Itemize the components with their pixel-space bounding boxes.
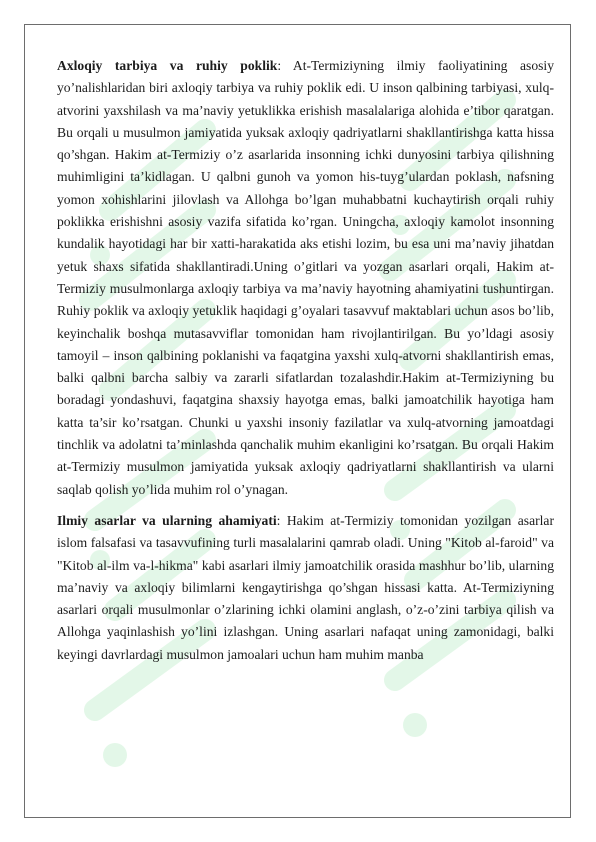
paragraph-text: At-Termiziyning ilmiy faoliyatining asosiy yo’nalishlaridan biri axloqiy tarbiya va ruhiy poklik edi. U inson qalbining tarbiyasi, xulq-atvorini yaxshilash va ma’naviy yetuklikka erishish masalalariga alohida e’tibor qaratgan. Bu orqali u musulmon jamiyatida yuksak axloqiy qadriyatlarni shakllantirishga katta hissa qo’shgan. Hakim at-Termiziy o’z asarlarida insonning ichki dunyosini tarbiya qilishning muhimligini ta’kidlagan. U qalbni gunoh va yomon his-tuyg’ulardan poklash, nafsning yomon xohishlarini jilovlash va Allohga bo’lgan muhabbatni kuchaytirish orqali ruhiy poklikka erishishni asosiy vazifa sifatida ko’rgan. Uningcha, axloqiy kamolot insonning kundalik hayotidagi har bir xatti-harakatida aks etishi lozim, bu esa uni ma’naviy jihatdan yetuk shaxs sifatida shakllantiradi.Uning o’gitlari va yozgan asarlari orqali, Hakim at-Termiziy musulmonlarga axloqiy tarbiya va ma’naviy hayotning ahamiyatini tushuntirgan. Ruhiy poklik va axloqiy yetuklik haqidagi g’oyalari tasavvuf maktablari uchun asos bo’lib, keyinchalik boshqa mutasavviflar tomonidan ham rivojlantirilgan. Bu yo’ldagi asosiy tamoyil – inson qalbining poklanishi va faqatgina yaxshi xulq-atvorni shakllantirish emas, balki qalbni barcha salbiy va zararli sifatlardan tozalashdir.Hakim at-Termiziyning bu boradagi yondashuvi, faqatgina shaxsiy hayotga emas, balki jamoatchilik hayotiga ham katta ta’sir ko’rsatgan. Chunki u yaxshi insoniy fazilatlar va xulq-atvorning jamoatdagi tinchlik va adolatni ta’minlashda qanchalik muhim ekanligini ko’rsatgan. Bu orqali Hakim at-Termiziy musulmon jamiyatida yuksak axloqiy qadriyatlarni shakllantirish va ularni saqlab qolish yo’lida muhim rol o’ynagan. xyxy=(57,58,554,497)
paragraph-heading: Axloqiy tarbiya va ruhiy poklik xyxy=(57,58,278,73)
paragraph-ilmiy-asarlar xyxy=(57,510,554,666)
paragraph-axloqiy-tarbiya xyxy=(57,55,554,501)
paragraph-heading: Ilmiy asarlar va ularning ahamiyati xyxy=(57,512,277,528)
paragraph-text: Hakim at-Termiziy tomonidan yozilgan asarlar islom falsafasi va tasavvufining turli masalalarini qamrab oladi. Uning "Kitob al-faroid" va "Kitob al-ilm va-l-hikma" kabi asarlari ilmiy jamoatchilik orasida mashhur bo’lib, ularning ma’naviy va axloqiy bilimlarni kengaytirishga qo’shgan hissasi katta. At-Termiziyning asarlari orqali musulmonlar o’zlarining ichki olamini anglash, o’z-o’zini tarbiya qilish va Allohga yaqinlashish yo’lini izlashgan. Uning asarlari nafaqat uning zamonidagi, balki keyingi davrlardagi musulmon jamoalari uchun ham muhim manba xyxy=(57,512,554,662)
heading-separator: : xyxy=(276,512,281,528)
document-body xyxy=(57,55,554,675)
heading-separator: : xyxy=(277,58,282,73)
